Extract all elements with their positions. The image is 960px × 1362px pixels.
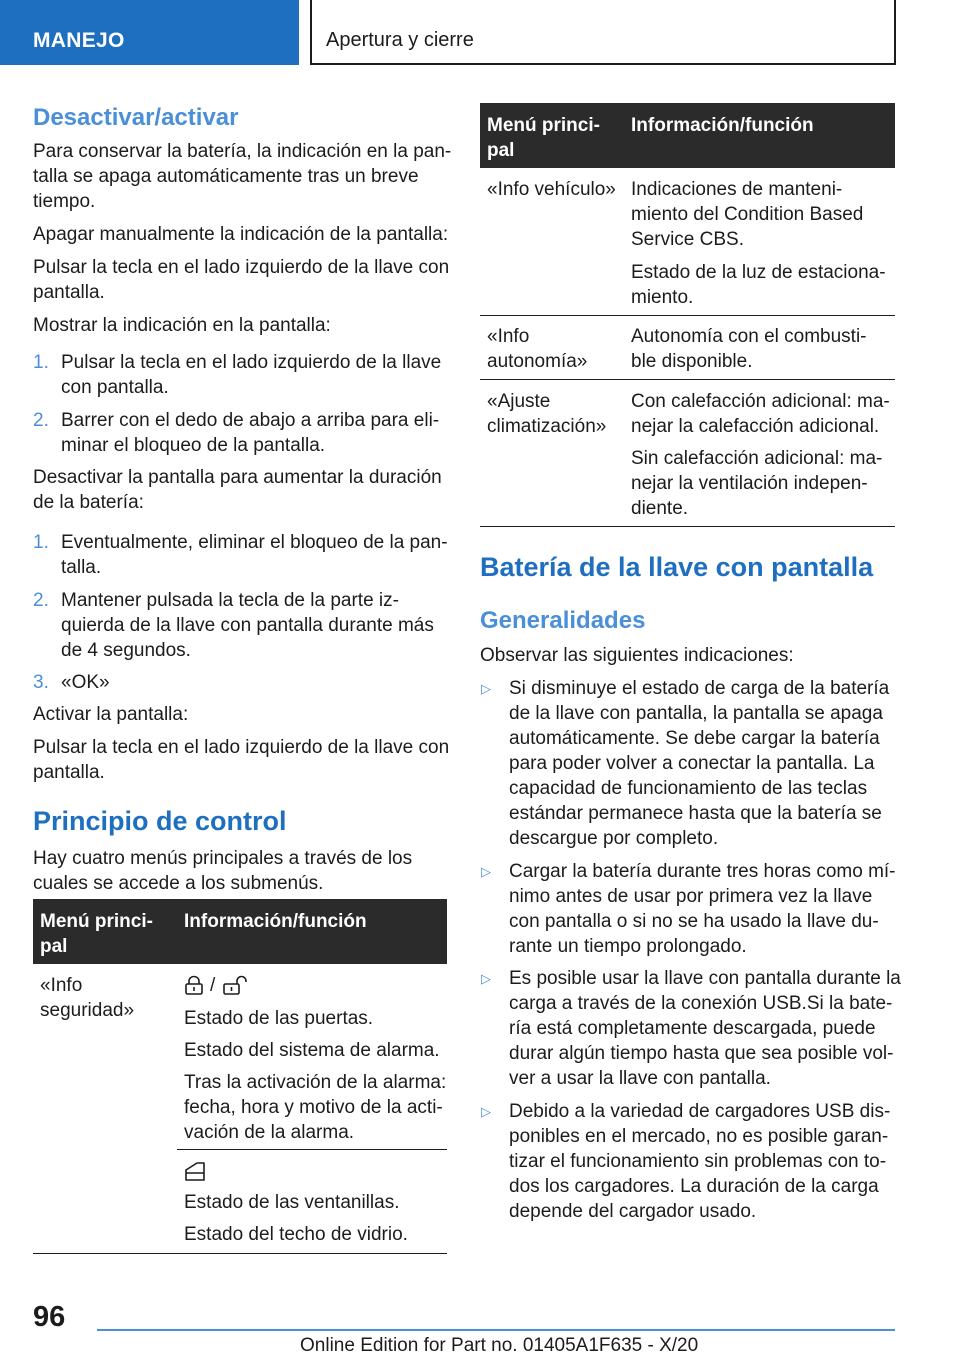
bullet-line: ver a usar la llave con pantalla. [509, 1068, 771, 1089]
paragraph-line: Apagar manualmente la indicación de la pantalla: [33, 224, 449, 245]
table-cell-menu: «Ajuste [487, 391, 551, 412]
table-row-divider [177, 1149, 447, 1150]
table-header [33, 899, 447, 964]
paragraph-line: Mostrar la indicación en la pantalla: [33, 315, 331, 336]
list-item-line: de 4 segundos. [61, 640, 191, 661]
table-cell-menu: climatización» [487, 416, 607, 437]
table-cell-menu: autonomía» [487, 351, 588, 372]
table-cell-text: nejar la calefacción adicional. [631, 416, 880, 437]
header-section-title: MANEJO [33, 29, 125, 52]
bullet-line: nimo antes de usar por primera vez la llave [509, 886, 873, 907]
table-cell-text: vación de la alarma. [184, 1122, 355, 1143]
page-number: 96 [33, 1301, 66, 1333]
paragraph-line: de la batería: [33, 492, 144, 513]
paragraph-line: Pulsar la tecla en el lado izquierdo de la llave con [33, 737, 450, 758]
bullet-line: Si disminuye el estado de carga de la batería [509, 678, 890, 699]
table-cell-text: Service CBS. [631, 229, 744, 250]
table-cell-menu: «Info [487, 326, 530, 347]
table-header-col1: Menú princi‐ [487, 115, 600, 136]
table-header-col2: Información/función [184, 911, 367, 932]
table-cell-text: miento del Condition Based [631, 204, 864, 225]
table-cell-menu: seguridad» [40, 1000, 135, 1021]
table-cell-text: Estado de las ventanillas. [184, 1192, 400, 1213]
bullet-line: tizar el funcionamiento sin problemas con to‐ [509, 1151, 887, 1172]
car-window-icon [182, 1160, 208, 1182]
table-cell-text: Estado del sistema de alarma. [184, 1040, 440, 1061]
paragraph-line: Observar las siguientes indicaciones: [480, 645, 794, 666]
table-row-divider [480, 315, 895, 316]
table-bottom-rule [480, 526, 895, 527]
paragraph-line: Para conservar la batería, la indicación en la pan‐ [33, 141, 452, 162]
header-chapter-title: Apertura y cierre [326, 29, 474, 51]
paragraph-line: cuales se accede a los submenús. [33, 873, 324, 894]
list-number: 1. [33, 352, 49, 373]
bullet-line: dos los cargadores. La duración de la carga [509, 1176, 879, 1197]
list-number: 2. [33, 410, 49, 431]
bullet-line: rante un tiempo prolongado. [509, 936, 747, 957]
paragraph-line: Hay cuatro menús principales a través de los [33, 848, 413, 869]
table-header-col1: pal [487, 140, 515, 161]
list-number: 2. [33, 590, 49, 611]
table-cell-text: Tras la activación de la alarma: [184, 1072, 447, 1093]
footer-edition-text: Online Edition for Part no. 01405A1F635 - X/20 [300, 1335, 699, 1356]
bullet-line: Debido a la variedad de cargadores USB dis‐ [509, 1101, 891, 1122]
list-item-line: «OK» [61, 672, 110, 693]
bullet-line: automáticamente. Se debe cargar la batería [509, 728, 880, 749]
table-header-col1: pal [40, 936, 68, 957]
lock-open-icon [222, 975, 248, 995]
bullet-line: de la llave con pantalla, la pantalla se apaga [509, 703, 883, 724]
table-cell-text: miento. [631, 287, 694, 308]
list-item-line: minar el bloqueo de la pantalla. [61, 435, 326, 456]
heading-desactivar: Desactivar/activar [33, 104, 239, 131]
bullet-line: Cargar la batería durante tres horas como mí‐ [509, 861, 896, 882]
list-number: 1. [33, 532, 49, 553]
paragraph-line: Desactivar la pantalla para aumentar la duración [33, 467, 442, 488]
table-cell-text: Indicaciones de manteni‐ [631, 179, 843, 200]
table-row-divider [480, 379, 895, 380]
table-header [480, 103, 895, 168]
list-item-line: con pantalla. [61, 377, 169, 398]
table-cell-text: nejar la ventilación indepen‐ [631, 473, 868, 494]
table-cell-text: Sin calefacción adicional: ma‐ [631, 448, 883, 469]
list-item-line: Eventualmente, eliminar el bloqueo de la pan‐ [61, 532, 448, 553]
paragraph-line: pantalla. [33, 282, 105, 303]
list-item-line: Barrer con el dedo de abajo a arriba para eli‐ [61, 410, 440, 431]
list-number: 3. [33, 672, 49, 693]
bullet-line: estándar permanece hasta que la batería se [509, 803, 882, 824]
paragraph-line: tiempo. [33, 191, 96, 212]
heading-generalidades: Generalidades [480, 607, 646, 634]
header-chapter-box [310, 0, 896, 65]
list-item-line: quierda de la llave con pantalla durante más [61, 615, 434, 636]
table-bottom-rule [33, 1253, 447, 1254]
bullet-triangle-icon: ▷ [481, 864, 491, 879]
bullet-triangle-icon: ▷ [481, 1104, 491, 1119]
bullet-line: Es posible usar la llave con pantalla durante la [509, 968, 901, 989]
table-header-col2: Información/función [631, 115, 814, 136]
table-cell-text: Con calefacción adicional: ma‐ [631, 391, 890, 412]
table-cell-text: Autonomía con el combusti‐ [631, 326, 867, 347]
bullet-line: con pantalla o si no se ha usado la llave du‐ [509, 911, 879, 932]
bullet-line: ponibles en el mercado, no es posible garan‐ [509, 1126, 889, 1147]
bullet-line: capacidad de funcionamiento de las teclas [509, 778, 868, 799]
bullet-line: ría está completamente descargada, puede [509, 1018, 876, 1039]
paragraph-line: Activar la pantalla: [33, 704, 189, 725]
paragraph-line: Pulsar la tecla en el lado izquierdo de la llave con [33, 257, 450, 278]
lock-closed-icon [184, 975, 204, 995]
bullet-line: carga a través de la conexión USB.Si la bate‐ [509, 993, 893, 1014]
table-cell-text: Estado de las puertas. [184, 1008, 374, 1029]
table-cell-menu: «Info vehículo» [487, 179, 616, 200]
footer-rule [97, 1329, 895, 1331]
bullet-line: durar algún tiempo hasta que sea posible vol‐ [509, 1043, 894, 1064]
table-cell-text: Estado del techo de vidrio. [184, 1224, 408, 1245]
bullet-line: depende del cargador usado. [509, 1201, 757, 1222]
bullet-line: para poder volver a conectar la pantalla. La [509, 753, 875, 774]
table-cell-text: diente. [631, 498, 689, 519]
heading-bateria-llave: Batería de la llave con pantalla [480, 552, 874, 582]
list-item-line: Mantener pulsada la tecla de la parte iz‐ [61, 590, 399, 611]
table-cell-text: ble disponible. [631, 351, 753, 372]
header-section-tab [0, 0, 299, 65]
table-cell-text: fecha, hora y motivo de la acti‐ [184, 1097, 443, 1118]
table-cell-menu: «Info [40, 975, 83, 996]
bullet-triangle-icon: ▷ [481, 971, 491, 986]
list-item-line: Pulsar la tecla en el lado izquierdo de la llave [61, 352, 442, 373]
list-item-line: talla. [61, 557, 102, 578]
table-header-col1: Menú princi‐ [40, 911, 153, 932]
table-cell-text: Estado de la luz de estaciona‐ [631, 262, 886, 283]
bullet-line: descargue por completo. [509, 828, 719, 849]
paragraph-line: pantalla. [33, 762, 105, 783]
heading-principio-control: Principio de control [33, 806, 287, 836]
bullet-triangle-icon: ▷ [481, 681, 491, 696]
paragraph-line: talla se apaga automáticamente tras un breve [33, 166, 419, 187]
icon-separator: / [210, 975, 216, 996]
